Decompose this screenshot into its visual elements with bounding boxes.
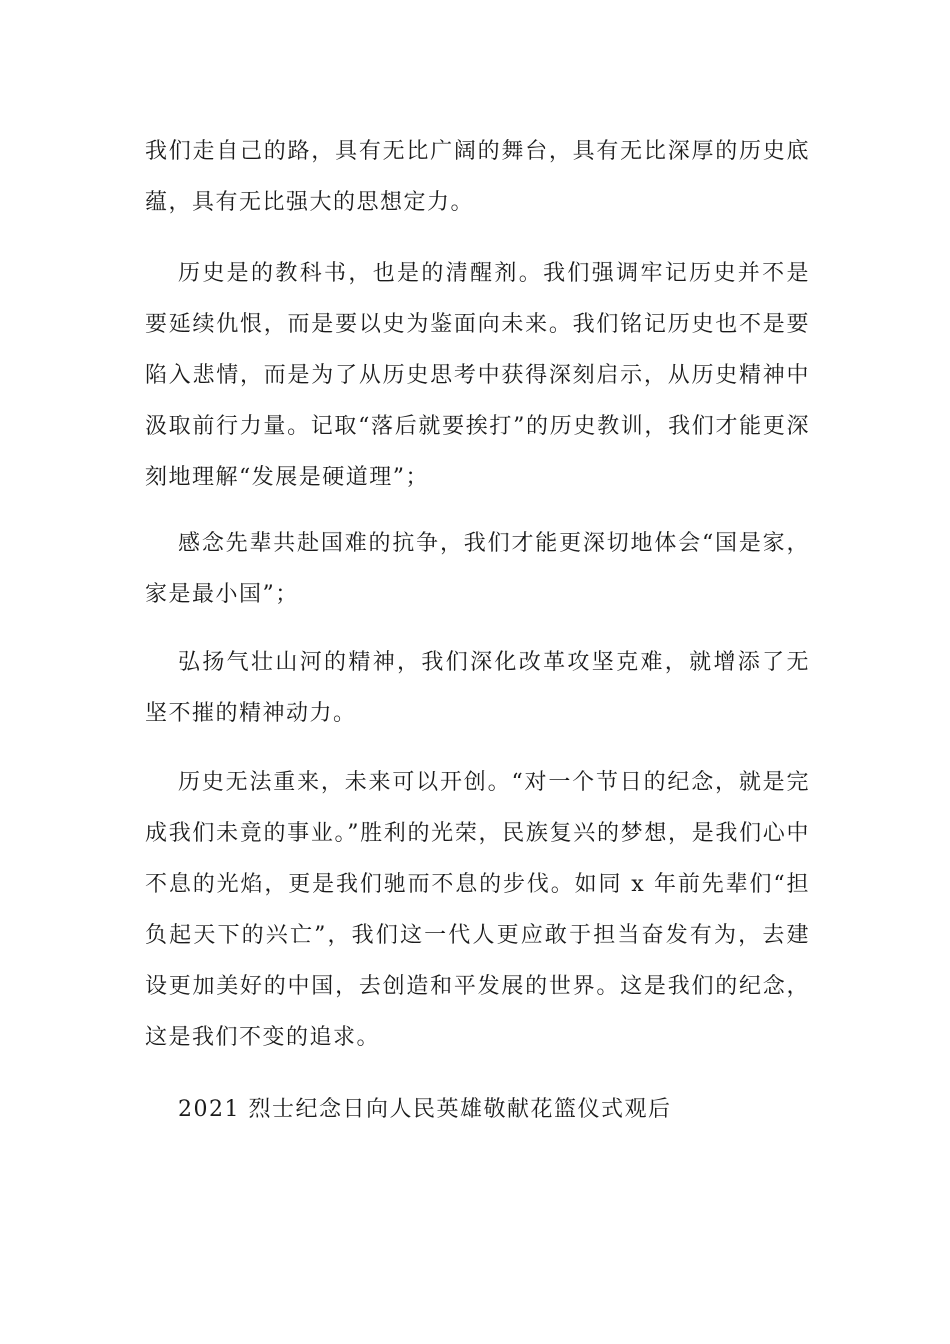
paragraph-4: 弘扬气壮山河的精神，我们深化改革攻坚克难，就增添了无坚不摧的精神动力。 bbox=[145, 650, 810, 726]
paragraph-5: 历史无法重来，未来可以开创。“对一个节日的纪念，就是完成我们未竟的事业。”胜利的光荣，民族复兴的梦想，是我们心中不息的光焰，更是我们驰而不息的步伐。如同 x 年前先辈们“担负起天下的兴亡”，我们这一代人更应敢于担当奋发有为，去建设更加美好的中国，去创造和平发展的世界。这是我们的纪念，这是我们不变的追求。 bbox=[145, 770, 810, 1050]
paragraph-3: 感念先辈共赴国难的抗争，我们才能更深切地体会“国是家，家是最小国”； bbox=[145, 531, 810, 607]
paragraph-6-heading: 2021 烈士纪念日向人民英雄敬献花篮仪式观后 bbox=[178, 1097, 672, 1122]
paragraph-2: 历史是的教科书，也是的清醒剂。我们强调牢记历史并不是要延续仇恨，而是要以史为鉴面向未来。我们铭记历史也不是要陷入悲情，而是为了从历史思考中获得深刻启示，从历史精神中汲取前行力量。记取“落后就要挨打”的历史教训，我们才能更深刻地理解“发展是硬道理”； bbox=[145, 261, 810, 490]
paragraph-1: 我们走自己的路，具有无比广阔的舞台，具有无比深厚的历史底蕴，具有无比强大的思想定力。 bbox=[145, 139, 810, 215]
